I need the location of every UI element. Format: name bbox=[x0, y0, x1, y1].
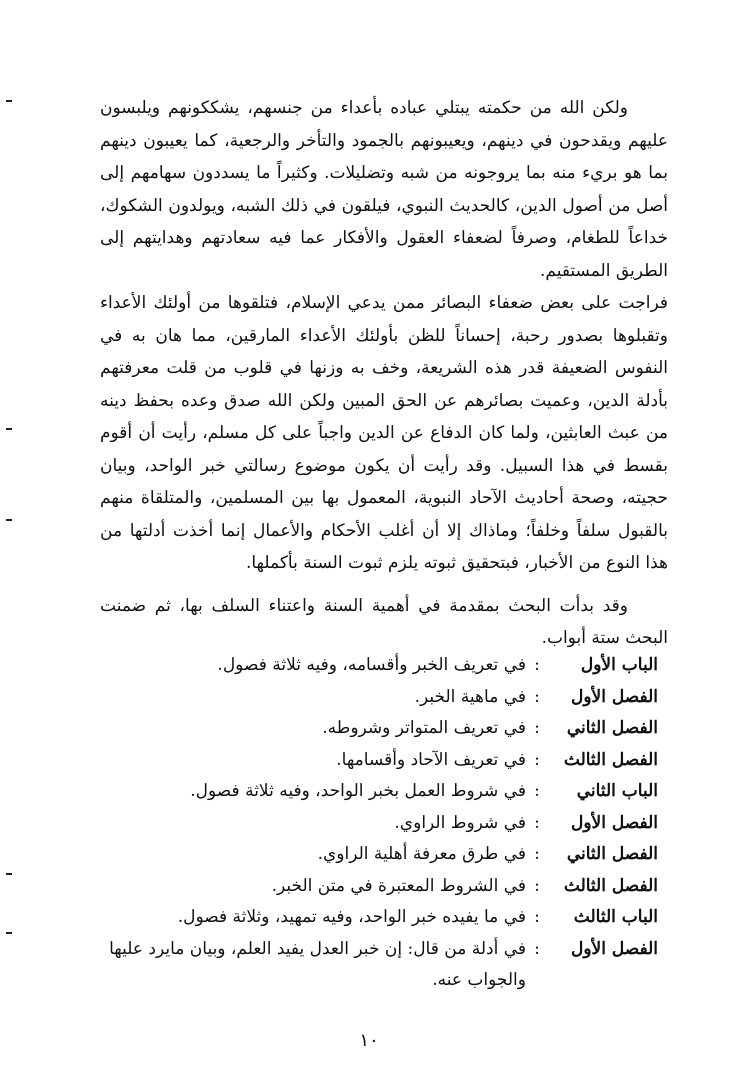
toc-description: في شروط الراوي. bbox=[394, 812, 526, 833]
toc-separator: : bbox=[534, 812, 540, 833]
toc-separator: : bbox=[534, 781, 540, 801]
toc-row bbox=[60, 934, 658, 997]
toc-description: في تعريف الآحاد وأقسامها. bbox=[336, 749, 526, 770]
toc-row bbox=[60, 839, 658, 871]
toc-separator: : bbox=[534, 655, 540, 675]
toc-label: الباب الأول bbox=[580, 655, 658, 675]
toc-description: في تعريف الخبر وأقسامه، وفيه ثلاثة فصول. bbox=[217, 655, 526, 675]
toc-separator: : bbox=[534, 718, 540, 738]
toc-separator: : bbox=[534, 686, 540, 707]
toc-label: الفصل الثالث bbox=[563, 875, 658, 896]
toc-description: في طرق معرفة أهلية الراوي. bbox=[317, 844, 526, 864]
paragraph-intro: ولكن الله من حكمته يبتلي عباده بأعداء من جنسهم، يشككونهم ويلبسون عليهم ويقدحون في دينهم، ويعيبونهم بالجمود والتأخر والرجعية، كما يعيبون دينهم بما هو بريء منه بما يروجونه من شبه وتضليلات. وكثيراً ما يسددون سهامهم إلى أصل من أصول الدين، كالحديث النبوي، فيلقون في ذلك الشبه، ويولدون الشكوك، خداعاً للطغام، وصرفاً لضعفاء العقول والأفكار عما فيه سعادتهم وهدايتهم إلى الطريق المستقيم. bbox=[100, 98, 668, 281]
toc-description: في شروط العمل بخبر الواحد، وفيه ثلاثة فصول. bbox=[190, 781, 526, 801]
toc-description: في الشروط المعتبرة في متن الخبر. bbox=[271, 875, 526, 896]
toc-description: في ما يفيده خبر الواحد، وفيه تمهيد، وثلاثة فصول. bbox=[177, 907, 526, 927]
toc-row bbox=[60, 871, 658, 903]
toc-label: الباب الثالث bbox=[573, 907, 658, 927]
table-of-contents bbox=[60, 650, 658, 997]
toc-row bbox=[60, 682, 658, 714]
toc-row bbox=[60, 776, 658, 808]
toc-separator: : bbox=[534, 844, 540, 864]
toc-description: في أدلة من قال: إن خبر العدل يفيد العلم، وبيان مايرد عليها والجواب عنه. bbox=[109, 938, 526, 990]
toc-row bbox=[60, 902, 658, 934]
toc-description: في ماهية الخبر. bbox=[414, 686, 526, 707]
toc-label: الفصل الثاني bbox=[566, 718, 658, 738]
toc-separator: : bbox=[534, 907, 540, 927]
toc-label: الباب الثاني bbox=[576, 781, 658, 801]
toc-row bbox=[60, 650, 658, 682]
toc-label: الفصل الثاني bbox=[566, 844, 658, 864]
margin-mark bbox=[6, 100, 12, 102]
body-text bbox=[100, 92, 668, 655]
toc-label: الفصل الثالث bbox=[563, 749, 658, 770]
toc-label: الفصل الأول bbox=[570, 686, 658, 707]
paragraph-motivation: فراجت على بعض ضعفاء البصائر ممن يدعي الإسلام، فتلقوها من أولئك الأعداء وتقبلوها بصدور رحبة، إحساناً للظن بأولئك الأعداء المارقين، مما هان به في النفوس الضعيفة قدر هذه الشريعة، وخف به وزنها في قلوب من قلت معرفتهم بأدلة الدين، وعميت بصائرهم عن الحق المبين ولكن الله صدق وعده بحفظ دينه من عبث العابثين، ولما كان الدفاع عن الدين واجباً على كل مسلم، رأيت أن أقوم بقسط في هذا السبيل. وقد رأيت أن يكون موضوع رسالتي خبر الواحد، وبيان حجيته، وصحة أحاديث الآحاد النبوية، المعمول بها بين المسلمين، والمتلقاة منهم بالقبول سلفاً وخلفاً؛ وماذاك إلا أن أغلب الأحكام والأعمال إنما أخذت أدلتها من هذا النوع من الأخبار، فبتحقيق ثبوته يلزم ثبوت السنة بأكملها. bbox=[100, 293, 668, 573]
page-number: ١٠ bbox=[359, 1030, 379, 1051]
toc-description: في تعريف المتواتر وشروطه. bbox=[322, 718, 526, 738]
margin-mark bbox=[6, 519, 12, 521]
toc-separator: : bbox=[534, 749, 540, 770]
toc-label: الفصل الأول bbox=[570, 938, 658, 959]
toc-row bbox=[60, 745, 658, 777]
paragraph-outline: وقد بدأت البحث بمقدمة في أهمية السنة واعتناء السلف بها، ثم ضمنت البحث ستة أبواب. bbox=[100, 595, 668, 648]
toc-label: الفصل الأول bbox=[570, 812, 658, 833]
margin-mark bbox=[6, 932, 12, 934]
margin-mark bbox=[6, 428, 12, 430]
margin-mark bbox=[6, 873, 12, 875]
toc-separator: : bbox=[534, 938, 540, 959]
toc-separator: : bbox=[534, 875, 540, 896]
toc-row bbox=[60, 713, 658, 745]
toc-row bbox=[60, 808, 658, 840]
